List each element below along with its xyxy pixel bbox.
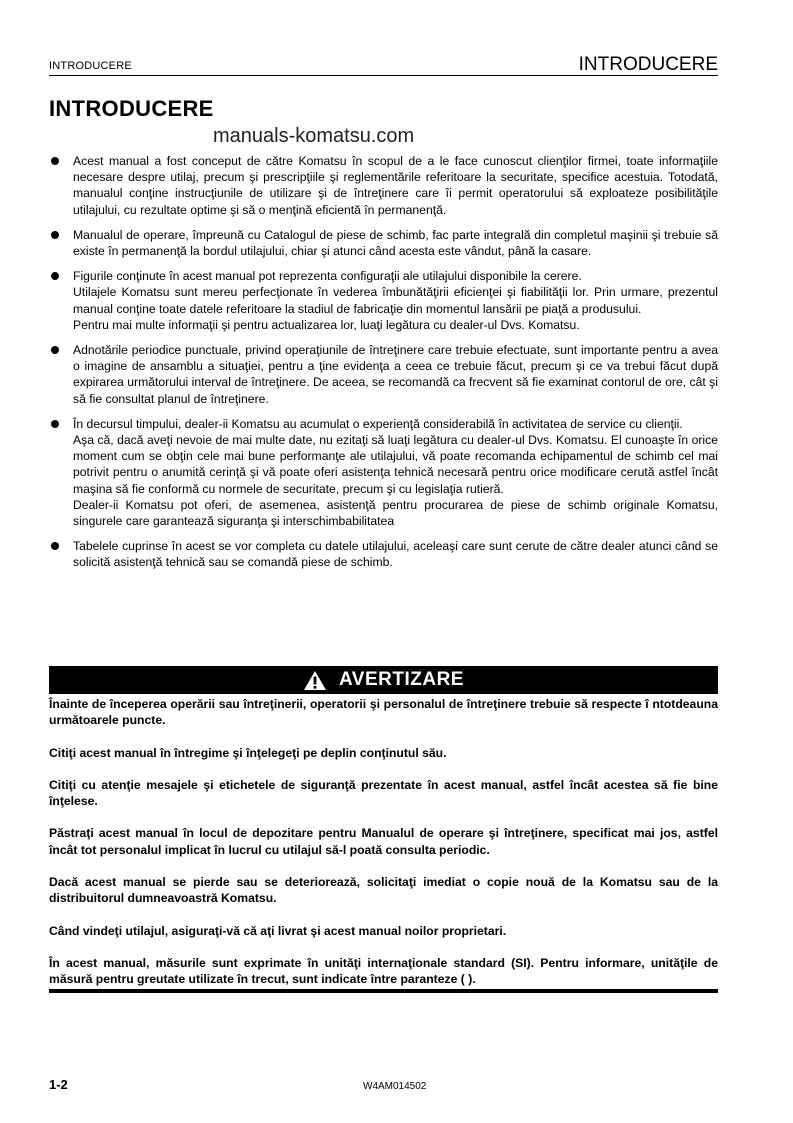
bullet-item	[49, 268, 718, 333]
bullet-list	[49, 153, 718, 580]
document-code: W4AM014502	[363, 1081, 427, 1092]
warning-paragraph: Când vindeţi utilajul, asiguraţi-vă că aţi livrat şi acest manual noilor proprietari.	[49, 923, 507, 938]
warning-triangle-icon	[303, 670, 327, 691]
bullet-text: Manualul de operare, împreună cu Catalogul de piese de schimb, fac parte integrală din completul maşinii şi trebuie să existe în permanenţă la bordul utilajului, chiar şi atunci când acesta este vândut, până la casare.	[73, 227, 718, 259]
bullet-item	[49, 153, 718, 218]
warning-paragraph: Păstraţi acest manual în locul de depozitare pentru Manualul de operare şi întreţinere, specificat mai jos, astfel încât tot personalul implicat în lucrul cu utilajul să-l poată consulta periodic.	[49, 826, 718, 857]
page-title: INTRODUCERE	[49, 96, 214, 121]
bullet-text: Pentru mai multe informaţii şi pentru actualizarea lor, luaţi legătura cu dealer-ul Dvs. Komatsu.	[73, 317, 580, 332]
bullet-icon	[51, 272, 59, 280]
bullet-item	[49, 416, 718, 529]
running-header-left: INTRODUCERE	[49, 60, 132, 72]
watermark: manuals-komatsu.com	[213, 125, 415, 147]
bullet-item	[49, 227, 718, 259]
bullet-text: Utilajele Komatsu sunt mereu perfecţionate în vederea îmbunătăţirii eficienţei şi fiabilităţii lor. Prin urmare, prezentul manual conţine toate datele referitoare la stadiul de fabricaţie din momentul lansării pe piaţă a produsului.	[73, 285, 718, 316]
bullet-icon	[51, 346, 59, 354]
warning-body	[49, 696, 718, 1004]
bullet-text: În decursul timpului, dealer-ii Komatsu au acumulat o experienţă considerabilă în activitatea de service cu clienţii.	[73, 416, 683, 431]
bullet-icon	[51, 420, 59, 428]
bullet-icon	[51, 542, 59, 550]
header-rule	[49, 75, 718, 76]
warning-paragraph: Înainte de începerea operării sau întreţinerii, operatorii şi personalul de întreţinere trebuie să respecte î ntotdeauna următoarele puncte.	[49, 697, 718, 728]
bullet-item	[49, 342, 718, 407]
bullet-text: Adnotările periodice punctuale, privind operaţiunile de întreţinere care trebuie efectuate, sunt importante pentru a avea o imagine de ansamblu a situaţiei, pentru a ţine evidenţa a ceea ce trebuie făcut, precum şi ce va trebui făcut după expirarea următorului interval de întreţinere. De aceea, se recomandă ca frecvent să fie examinat contorul de ore, cât şi să fie consultat planul de întreţinere.	[73, 343, 718, 406]
bullet-text: Acest manual a fost conceput de către Komatsu în scopul de a le face cunoscut clienţilor firmei, toate informaţiile necesare despre utilaj, precum şi prescripţiile şi reglementările referitoare la securitate, specifice acestuia. Totodată, manualul conţine instrucţiunile de utilizare şi de întreţinere care îi permit operatorului să exploateze posibilităţile utilajului, cu rezultate optime şi să o menţină eficientă în permanenţă.	[73, 154, 718, 217]
warning-banner	[49, 666, 718, 694]
bullet-text: Figurile conţinute în acest manual pot reprezenta configuraţii ale utilajului disponibile la cerere.	[73, 269, 582, 284]
bullet-text: Tabelele cuprinse în acest se vor completa cu datele utilajului, aceleaşi care sunt cerute de către dealer atunci când se solicită asistenţă tehnică sau se comandă piese de schimb.	[73, 539, 718, 570]
bullet-text: Dealer-ii Komatsu pot oferi, de asemenea, asistenţă pentru procurarea de piese de schimb originale Komatsu, singurele care garantează siguranţa şi interschimbabilitatea	[73, 497, 718, 529]
bullet-icon	[51, 231, 59, 239]
warning-paragraph: Citiţi acest manual în întregime şi înţelegeţi pe deplin conţinutul său.	[49, 745, 447, 760]
warning-paragraph: În acest manual, măsurile sunt exprimate în unităţi internaţionale standard (SI). Pentru informare, unităţile de măsură pentru greutate utilizate în trecut, sunt indicate între paranteze ( ).	[49, 955, 718, 987]
warning-title: AVERTIZARE	[339, 669, 464, 690]
bullet-item	[49, 538, 718, 570]
bullet-icon	[51, 157, 59, 165]
bullet-text: Aşa că, dacă aveţi nevoie de mai multe date, nu ezitaţi să luaţi legătura cu dealer-ul Dvs. Komatsu. El cunoaşte în orice moment cum se obţin cele mai bune performanţe ale utilajului, vă poate recomanda echipamentul de schimb cel mai potrivit pentru o anumită cerinţă şi vă poate oferi asistenţa tehnică necesară pentru orice modificare cerută astfel încât maşina să fie conformă cu normele de securitate, precum şi cu legislaţia rutieră.	[73, 433, 718, 496]
warning-paragraph: Citiţi cu atenţie mesajele şi etichetele de siguranţă prezentate în acest manual, astfel încât acestea să fie bine înţelese.	[49, 777, 718, 809]
running-header-right: INTRODUCERE	[578, 54, 718, 75]
warning-paragraph: Dacă acest manual se pierde sau se deteriorează, solicitaţi imediat o copie nouă de la Komatsu sau de la distribuitorul dumneavoastră Komatsu.	[49, 875, 718, 906]
warning-bottom-rule	[49, 989, 718, 993]
page-number: 1-2	[49, 1077, 68, 1092]
